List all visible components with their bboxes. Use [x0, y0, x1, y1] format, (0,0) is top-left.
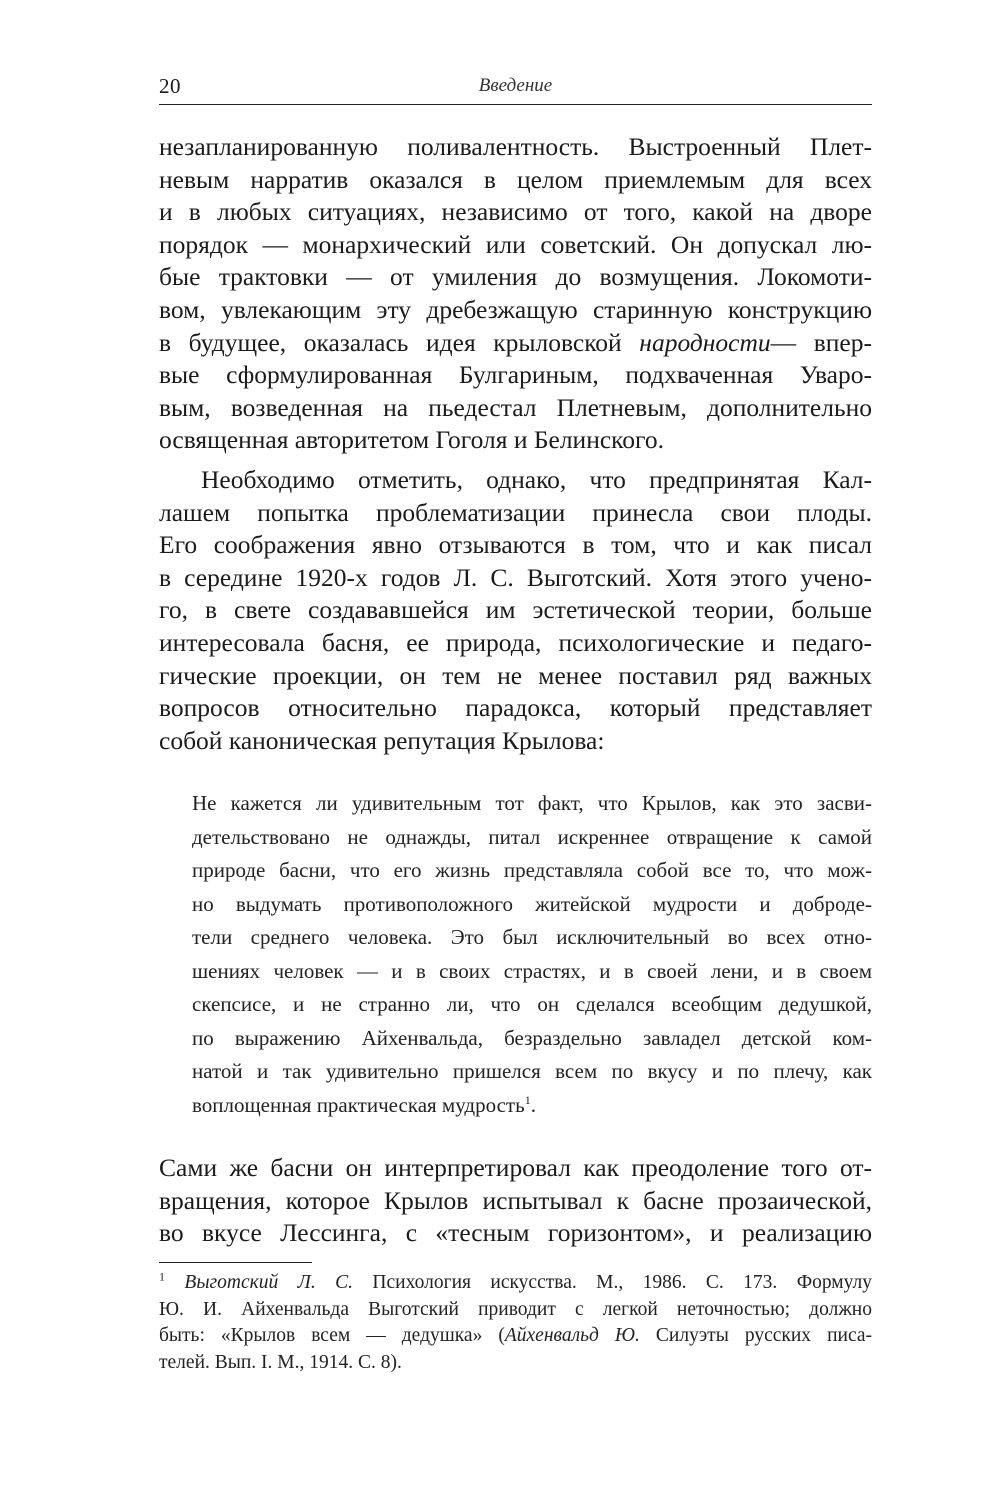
quote-line: тели среднего человека. Это был исключительный во всех отно-: [192, 925, 872, 949]
quote-line: природе басни, что его жизнь представляла собой все то, что мож-: [192, 858, 872, 882]
quote-punct: .: [530, 1092, 536, 1117]
text-line: Сами же басни он интерпретировал как преодоление того от-: [159, 1153, 872, 1182]
quote-text: воплощенная практическая мудрость: [192, 1092, 525, 1117]
text-line: вопросов относительно парадокса, который представляет: [159, 693, 872, 723]
footnote: [159, 1270, 872, 1376]
quote-line: [192, 1089, 872, 1123]
footnote-ref[interactable]: 1: [524, 1092, 531, 1107]
footnote-text: Силуэты русских писа-: [655, 1325, 872, 1346]
paragraph-2: [159, 464, 872, 757]
quote-line: скепсисе, и не странно ли, что он сделался всеобщим дедушкой,: [192, 992, 872, 1016]
text-line: гические проекции, он тем не менее поставил ряд важных: [159, 660, 872, 690]
footnote-line: Ю. И. Айхенвальда Выготский приводит с легкой неточностью; должно: [159, 1298, 872, 1320]
text-line: интересовала басня, ее природа, психологические и педаго-: [159, 627, 872, 657]
header-rule: [159, 104, 872, 105]
paragraph-3: [159, 1152, 872, 1250]
footnote-line: [159, 1323, 872, 1350]
footnote-line: телей. Вып. I. М., 1914. С. 8).: [159, 1351, 402, 1373]
text-segment: — впер-: [770, 327, 872, 357]
quote-line: но выдумать противоположного житейской мудрости и доброде-: [192, 891, 872, 916]
running-header: [159, 74, 872, 104]
block-quote: [192, 787, 872, 1122]
text-line: бые трактовки — от умиления до возмущения. Локомоти-: [159, 262, 872, 292]
text-line: собой каноническая репутация Крылова:: [159, 725, 605, 755]
text-line: незапланированную поливалентность. Выстроенный Плет-: [159, 132, 872, 161]
text-line: вым, возведенная на пьедестал Плетневым, дополнительно: [159, 392, 872, 422]
page-number: 20: [159, 74, 181, 98]
text-line: освященная авторитетом Гоголя и Белинского.: [159, 425, 664, 455]
quote-line: натой и так удивительно пришелся всем по вкусу и по плечу, как: [192, 1059, 872, 1083]
text-line: вом, увлекающим эту дребезжащую старинную конструкцию: [159, 294, 872, 324]
quote-line: детельствовано не однажды, питал искреннее отвращение к самой: [192, 824, 872, 849]
text-line: в середине 1920-х годов Л. С. Выготский. Хотя этого учено-: [159, 562, 872, 592]
footnote-number: 1: [159, 1269, 165, 1284]
paragraph-1: [159, 131, 872, 457]
text-line: [159, 327, 872, 360]
text-line: вращения, которое Крылов испытывал к басне прозаической,: [159, 1185, 872, 1215]
running-title: Введение: [478, 75, 553, 96]
footnote-rule: [159, 1262, 312, 1263]
quote-line: Не кажется ли удивительным тот факт, что Крылов, как это засви-: [192, 791, 872, 815]
text-line: невым нарратив оказался в целом приемлемым для всех: [159, 164, 872, 194]
footnote-author: Выготский Л. С.: [184, 1272, 354, 1293]
text-line: Его соображения явно отзываются в том, что и как писал: [159, 530, 872, 560]
quote-line: по выражению Айхенвальда, безраздельно завладел детской ком-: [192, 1025, 872, 1050]
footnote-author: Айхенвальд Ю.: [504, 1325, 640, 1346]
quote-line: шениях человек — и в своих страстях, и в своей лени, и в своем: [192, 958, 872, 983]
footnote-text: быть: «Крылов всем — дедушка» (: [159, 1325, 505, 1346]
footnote-line: [159, 1270, 872, 1297]
text-line: вые сформулированная Булгариным, подхваченная Уваро-: [159, 360, 872, 390]
text-line: го, в свете создававшейся им эстетической теории, больше: [159, 595, 872, 625]
text-line: и в любых ситуациях, независимо от того, какой на дворе: [159, 197, 872, 227]
footnote-text: Психология искусства. М., 1986. С. 173. Формулу: [372, 1272, 873, 1293]
text-line: Необходимо отметить, однако, что предпринятая Кал-: [201, 465, 872, 494]
text-line: порядок — монархический или советский. Он допускал лю-: [159, 229, 872, 259]
text-line: лашем попытка проблематизации принесла свои плоды.: [159, 497, 872, 527]
emphasis-narodnosti: народности: [639, 327, 771, 357]
text-line: во вкусе Лессинга, с «тесным горизонтом», и реализацию: [159, 1218, 872, 1248]
text-segment: в будущее, оказалась идея крыловской: [159, 327, 622, 357]
